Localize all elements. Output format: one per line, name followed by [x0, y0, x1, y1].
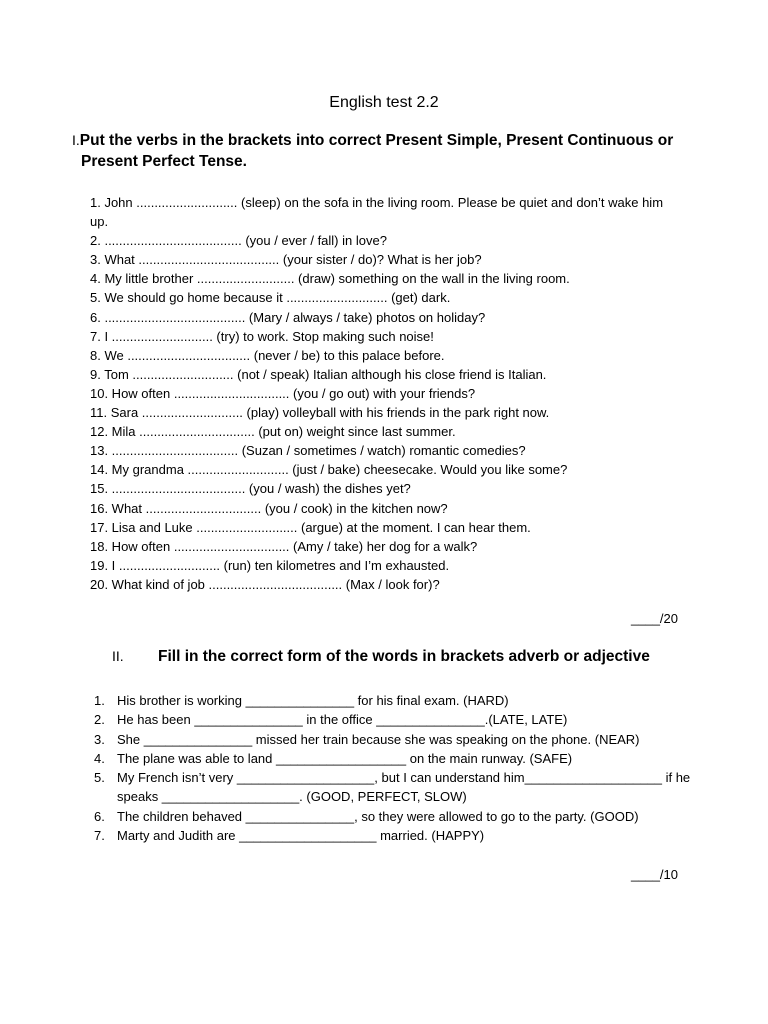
item-text: My French isn’t very ___________________, but I can understand him___________________ if he speaks ___________________. (GOOD, PERFECT, SLOW)	[117, 770, 691, 805]
item-number: 5.	[94, 770, 105, 786]
list-item	[94, 826, 694, 845]
list-item	[94, 730, 694, 749]
list-item: 1. John ............................ (sleep) on the sofa in the living room. Please be quiet and don’t wake him up.	[90, 195, 664, 230]
list-item: 13. ................................... (Suzan / sometimes / watch) romantic comedies?	[90, 443, 526, 459]
list-item: 12. Mila ................................ (put on) weight since last summer.	[90, 424, 456, 440]
item-number: 2.	[94, 712, 105, 728]
list-item: 16. What ................................ (you / cook) in the kitchen now?	[90, 500, 448, 516]
section-2-heading	[112, 648, 650, 666]
item-number: 3.	[94, 731, 105, 747]
section-1-heading-line1: Put the verbs in the brackets into correct Present Simple, Present Continuous or	[79, 132, 674, 149]
list-item: 15. ..................................... (you / wash) the dishes yet?	[90, 481, 411, 497]
list-item: 3. What ....................................... (your sister / do)? What is her job?	[90, 252, 482, 268]
item-text: The children behaved _______________, so they were allowed to go to the party. (GOOD)	[117, 808, 639, 824]
item-text: His brother is working _______________ for his final exam. (HARD)	[117, 693, 509, 708]
item-text: He has been _______________ in the office _______________.(LATE, LATE)	[117, 712, 568, 728]
list-item: 19. I ............................ (run) ten kilometres and I’m exhausted.	[90, 557, 450, 573]
list-item	[94, 749, 694, 768]
page-title: English test 2.2	[329, 94, 439, 111]
list-item: 14. My grandma ............................ (just / bake) cheesecake. Would you like some?	[90, 462, 568, 478]
list-item: 17. Lisa and Luke ............................ (argue) at the moment. I can hear them.	[90, 519, 531, 535]
list-item: 11. Sara ............................ (play) volleyball with his friends in the park right now.	[90, 405, 550, 421]
item-text: Marty and Judith are ___________________ married. (HAPPY)	[117, 828, 485, 844]
section-2-heading-text: Fill in the correct form of the words in brackets adverb or adjective	[158, 648, 650, 665]
section-1-heading-line2: Present Perfect Tense.	[81, 153, 247, 170]
section-2-number: II.	[112, 648, 124, 664]
list-item: 6. ....................................... (Mary / always / take) photos on holiday?	[90, 309, 486, 325]
item-text: She _______________ missed her train because she was speaking on the phone. (NEAR)	[117, 731, 640, 747]
section-1-score: ____/20	[631, 611, 678, 626]
item-number: 4.	[94, 750, 105, 766]
list-item	[94, 691, 694, 710]
list-item: 4. My little brother ........................... (draw) something on the wall in the living room.	[90, 271, 570, 287]
section-2-score: ____/10	[631, 867, 678, 882]
list-item: 18. How often ................................ (Amy / take) her dog for a walk?	[90, 538, 478, 554]
item-number: 6.	[94, 808, 105, 824]
section-1-number: I.	[72, 132, 80, 148]
list-item	[94, 710, 694, 729]
list-item	[94, 807, 694, 826]
section-2-list	[94, 691, 694, 845]
list-item: 10. How often ................................ (you / go out) with your friends?	[90, 385, 476, 401]
list-item: 5. We should go home because it ............................ (get) dark.	[90, 290, 451, 306]
section-1-heading	[72, 130, 692, 172]
item-text: The plane was able to land __________________ on the main runway. (SAFE)	[117, 750, 573, 766]
section-1-list	[90, 193, 680, 594]
list-item: 9. Tom ............................ (not / speak) Italian although his close friend is Italian.	[90, 366, 547, 382]
item-number: 1.	[94, 693, 105, 708]
list-item: 2. ...................................... (you / ever / fall) in love?	[90, 233, 387, 249]
list-item: 20. What kind of job ..................................... (Max / look for)?	[90, 576, 440, 592]
list-item: 8. We .................................. (never / be) to this palace before.	[90, 347, 445, 363]
list-item: 7. I ............................ (try) to work. Stop making such noise!	[90, 328, 434, 344]
item-number: 7.	[94, 828, 105, 844]
list-item	[94, 768, 694, 807]
